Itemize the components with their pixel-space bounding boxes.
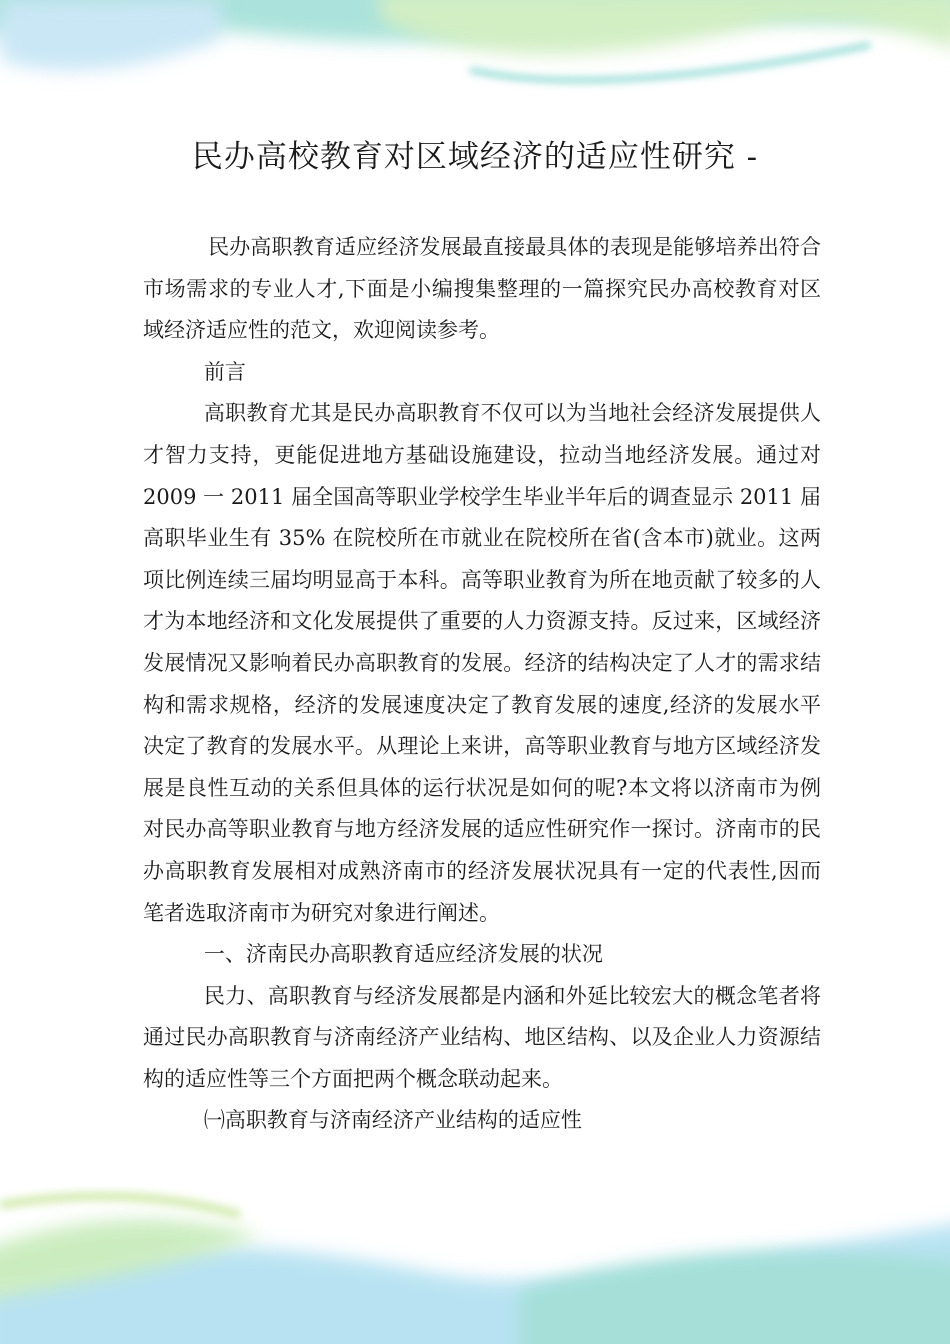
top-swoosh: [0, 0, 950, 80]
body-paragraph: 民力、高职教育与经济发展都是内涵和外延比较宏大的概念笔者将通过民办高职教育与济南经济产业结构、地区结构、以及企业人力资源结构的适应性等三个方面把两个概念联动起来。: [143, 983, 821, 1091]
bottom-swoosh: [0, 1196, 950, 1344]
section-heading-1: 一、济南民办高职教育适应经济发展的状况: [203, 942, 603, 967]
body-paragraph: 高职教育尤其是民办高职教育不仅可以为当地社会经济发展提供人才智力支持，更能促进地方基础设施建设，拉动当地经济发展。通过对 2009 一 2011 届全国高等职业学校学生毕业半年后的调查显示 2011 届高职毕业生有 35% 在院校所在市就业在院校所在省(含本市)就业。这两项比例连续三届均明显高于本科。高等职业教育为所在地贡献了较多的人才为本地经济和文化发展提供了重要的人力资源支持。反过来，区域经济发展情况又影响着民办高职教育的发展。经济的结构决定了人才的需求结构和需求规格，经济的发展速度决定了教育发展的速度,经济的发展水平决定了教育的发展水平。从理论上来讲，高等职业教育与地方区域经济发展是良性互动的关系但具体的运行状况是如何的呢?本文将以济南市为例对民办高等职业教育与地方经济发展的适应性研究作一探讨。济南市的民办高职教育发展相对成熟济南市的经济发展状况具有一定的代表性,因而笔者选取济南市为研究对象进行阐述。: [143, 401, 821, 925]
document-title: 民办高校教育对区域经济的适应性研究 -: [191, 139, 759, 175]
subsection-heading-1: ㈠高职教育与济南经济产业结构的适应性: [203, 1108, 582, 1133]
section-heading-preface: 前言: [203, 359, 246, 384]
intro-paragraph: 民办高职教育适应经济发展最直接最具体的表现是能够培养出符合市场需求的专业人才,下面是小编搜集整理的一篇探究民办高校教育对区域经济适应性的范文，欢迎阅读参考。: [143, 235, 821, 343]
document-body: [143, 227, 821, 1142]
